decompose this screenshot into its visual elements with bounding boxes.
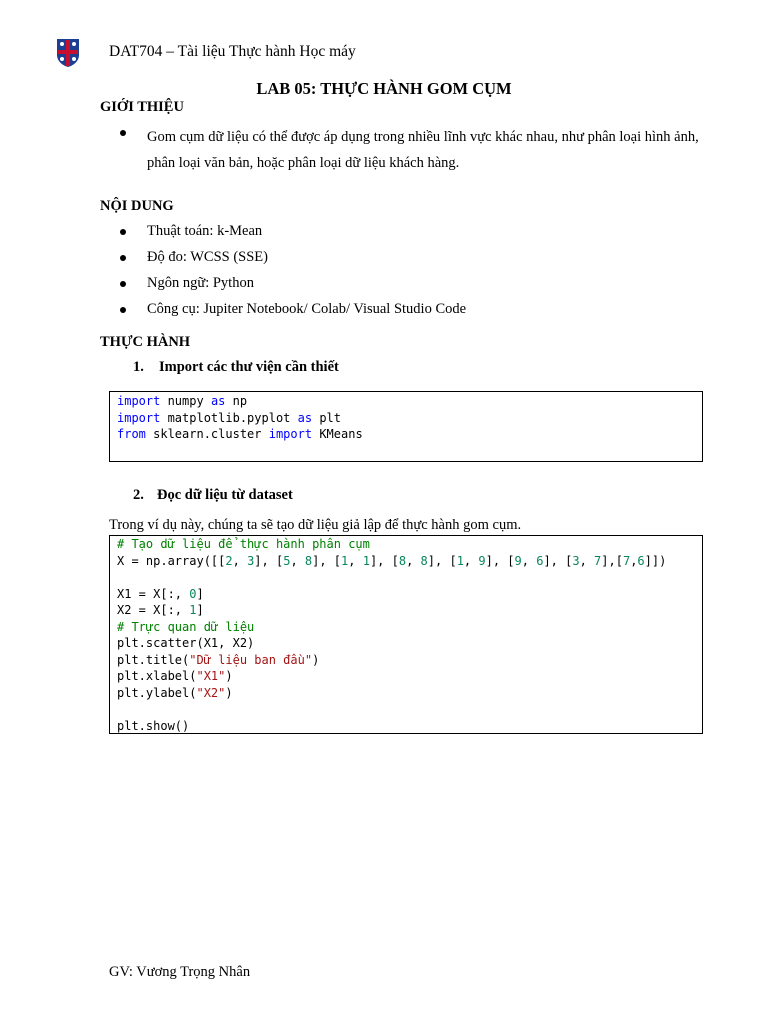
bullet-icon (120, 255, 126, 261)
code-token: X2 = X[:, (117, 603, 190, 617)
code-token: from (117, 427, 146, 441)
code-token: plt.show() (117, 718, 190, 733)
code-token: ] (196, 603, 204, 617)
code-token: , (406, 553, 421, 568)
footer-instructor: GV: Vương Trọng Nhân (109, 964, 251, 980)
code-line (117, 426, 363, 443)
code-line (117, 393, 247, 410)
code-token: ) (225, 669, 233, 683)
code-line (117, 602, 204, 619)
code-token: 3 (572, 553, 580, 568)
document-title: Tài liệu Thực hành Học máy (177, 43, 356, 60)
bullet-icon (120, 281, 126, 287)
code-token: , (463, 553, 479, 568)
code-line (117, 668, 233, 685)
code-line (117, 410, 341, 427)
lab-title: LAB 05: THỰC HÀNH GOM CỤM (256, 79, 512, 98)
code-token: ) (312, 652, 320, 667)
code-token: , (521, 553, 537, 568)
code-token: numpy (160, 394, 211, 408)
code-token: import (117, 410, 161, 425)
code-token: ], [ (543, 553, 573, 568)
code-token: 3 (247, 553, 255, 568)
section-heading-intro: GIỚI THIỆU (100, 99, 184, 115)
code-token: , (630, 553, 638, 568)
code-token: 1 (189, 603, 197, 617)
code-token: 7 (594, 553, 602, 568)
code-token: # Trực quan dữ liệu (117, 619, 255, 634)
bullet-icon (120, 307, 126, 313)
code-line (117, 553, 666, 570)
header-separator: – (162, 43, 178, 60)
code-token: ], [ (427, 553, 457, 568)
code-line (117, 536, 370, 553)
code-token: X = np.array([[ (117, 553, 226, 568)
document-header (109, 43, 356, 61)
code-token: 5 (283, 553, 291, 568)
step-number: 1. (133, 359, 144, 375)
code-token: 1 (362, 553, 370, 568)
code-token: as (210, 394, 226, 408)
code-token: sklearn.cluster (145, 427, 269, 441)
content-item-language: Ngôn ngữ: Python (147, 275, 254, 291)
code-token: ) (225, 685, 233, 700)
content-item-algorithm: Thuật toán: k-Mean (147, 223, 263, 239)
code-token: ]]) (644, 553, 667, 568)
code-block-dataset (109, 535, 703, 734)
code-token: np (225, 394, 248, 408)
content-item-metric: Độ đo: WCSS (SSE) (147, 249, 268, 265)
code-token: # Tạo dữ liệu để thực hành phân cụm (117, 537, 370, 551)
code-token: , (290, 553, 305, 568)
code-token: 9 (478, 553, 486, 568)
code-token: "X2" (196, 685, 226, 700)
paragraph-text: Trong ví dụ này, chúng ta sẽ tạo dữ liệu giả lập để thực hành gom cụm. (109, 517, 522, 533)
step-title: Đọc dữ liệu từ dataset (157, 487, 293, 503)
step-title: Import các thư viện cần thiết (159, 359, 339, 375)
bullet-icon (120, 130, 126, 136)
code-token: matplotlib.pyplot (160, 410, 298, 425)
code-token: as (297, 410, 313, 425)
code-token: 1 (341, 553, 349, 568)
code-token: plt.scatter(X1, X2) (117, 636, 255, 650)
code-line (117, 635, 254, 652)
code-line (117, 685, 233, 702)
code-token: import (268, 427, 313, 441)
code-token: 8 (420, 553, 428, 568)
code-token: , (348, 553, 363, 568)
code-token: ],[ (601, 553, 623, 568)
code-token: 0 (189, 586, 197, 601)
section-heading-content: NỘI DUNG (100, 198, 174, 214)
code-token: "Dữ liệu ban đầu" (189, 652, 313, 667)
code-token: plt.xlabel( (117, 669, 197, 683)
code-token: import (117, 394, 161, 408)
section-heading-practice: THỰC HÀNH (100, 334, 191, 350)
code-token: 1 (456, 553, 464, 568)
code-token: 8 (398, 553, 407, 568)
step-number: 2. (133, 487, 144, 503)
code-token: ], [ (254, 553, 284, 568)
code-token: 9 (514, 553, 522, 568)
code-token: 2 (225, 553, 233, 568)
code-token: plt.title( (117, 652, 190, 667)
content-item-tools: Công cụ: Jupiter Notebook/ Colab/ Visual Studio Code (147, 301, 467, 317)
code-line (117, 586, 204, 603)
code-token: plt (312, 410, 341, 425)
course-code: DAT704 (109, 43, 163, 60)
code-token: ], [ (485, 553, 515, 568)
university-shield-logo-icon (56, 38, 80, 68)
code-token: 8 (304, 553, 313, 568)
code-token: , (579, 553, 595, 568)
code-token: 6 (536, 553, 544, 568)
code-token: KMeans (312, 427, 363, 441)
code-line (117, 569, 124, 586)
code-token: "X1" (196, 669, 226, 683)
code-line (117, 701, 124, 718)
code-line (117, 718, 189, 735)
code-token: , (232, 553, 248, 568)
code-line (117, 619, 254, 636)
code-line (117, 652, 319, 669)
code-token: 7 (622, 553, 631, 568)
code-token: ], [ (369, 553, 399, 568)
code-block-imports (109, 391, 703, 462)
code-token: ] (196, 586, 204, 601)
intro-bullet-text: Gom cụm dữ liệu có thể được áp dụng trong nhiều lĩnh vực khác nhau, như phân loại hình ảnh, phân loại văn bản, hoặc phân loại dữ liệu khách hàng. (147, 129, 699, 171)
code-token: ], [ (312, 553, 342, 568)
bullet-icon (120, 229, 126, 235)
code-token: X1 = X[:, (117, 586, 190, 601)
code-token: 6 (637, 553, 645, 568)
code-token: plt.ylabel( (117, 685, 197, 700)
